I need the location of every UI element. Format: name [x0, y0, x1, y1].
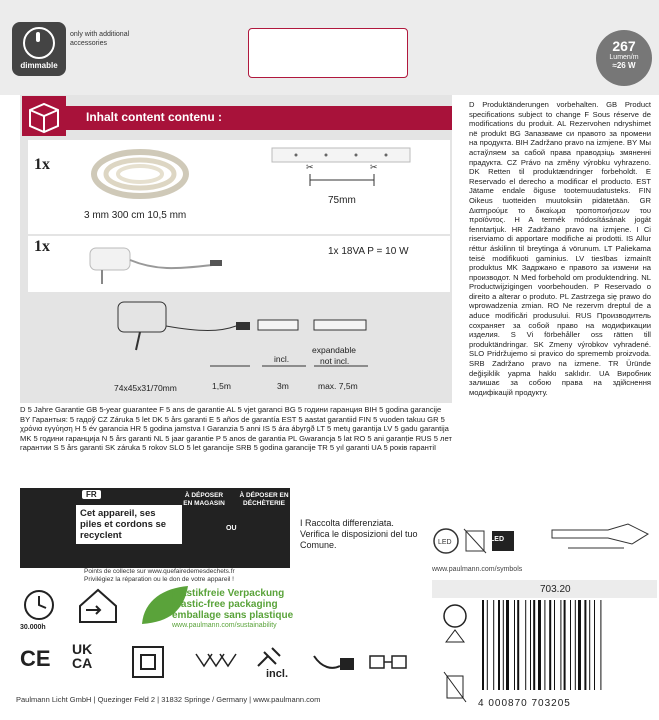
eco-url: www.paulmann.com/sustainability [172, 622, 277, 629]
clock-icon [22, 588, 56, 622]
barcode-digits: 4 000870 703205 [478, 698, 571, 709]
company-footer: Paulmann Licht GmbH | Quezinger Feld 2 | 31832 Springe / Germany | www.paulmann.com [16, 695, 321, 704]
bin-dump-label: À DÉPOSER EN DÉCHÈTERIE [239, 492, 289, 507]
led-disposal-icons [432, 526, 522, 556]
not-included-label: not incl. [320, 356, 350, 366]
driver-cable-icon [312, 648, 356, 676]
disposal-symbols [440, 602, 470, 714]
eco-line2: plastic-free packaging [172, 599, 278, 610]
label-box [248, 28, 408, 78]
strip-quantity: 1x [34, 156, 50, 173]
dimmable-note: only with additional accessories [70, 31, 130, 47]
eco-line1: plastikfreie Verpackung [172, 588, 285, 599]
italian-recycling-note: I Raccolta differenziata. Verifica le disposizioni del tuo Comune. [300, 518, 418, 550]
cable-length: 1,5m [212, 381, 231, 391]
fr-footnote-line1: Points de collecte sur www.quefairedemesdechets.fr [84, 568, 235, 575]
hours-label: 30.000h [20, 624, 46, 631]
article-number: 703.20 [540, 584, 571, 595]
lumen-value: 267 [612, 38, 636, 54]
content-title: Inhalt content contenu : [86, 110, 222, 124]
dimmable-icon [12, 22, 66, 76]
bin-store-label: À DÉPOSER EN MAGASIN [183, 492, 225, 507]
dimmable-label: dimmable [20, 61, 58, 70]
strip-connector-icon [548, 520, 654, 560]
led-label: LED [490, 536, 504, 543]
double-insulation-icon [130, 644, 166, 680]
product-change-notice: D Produktänderungen vorbehalten. GB Product specifications subject to change F Sous réserve de modifications du produit. AL Rezervohen ndryshimet në produkt BG Запазваме си правото за промени на продукта. BIH Zadržano pravo na izmjene. BY Мы астаўляем за сабой права праводзіць змяненні прадукта. CZ Právo na změny výrobku vyhrazeno. DK Retten til produktændringer forbeholdt. E Reservado el derecho a modificar el producto. EST Jätame endale õiguse tootemuudatusteks. FIN Oikeus tuotteiden muutoksiin pidätetään. GR Διατηρούμε το δικαίωμα τροποποιήσεων του προϊόντος. H A termék módosításának jogát fenntartjuk. HR Zadržano pravo na izmjene. I Ci riserviamo di apportare modifiche ai prodotti. IS Allur réttur áskilinn til breytinga á vörunum. LT Paliekama teisė modifikuoti gaminius. LV tiesības izmainīt produktus MK Задржано е правото за измени на производот. N Med forbehold om produktendring. NL Productwijzigingen voorbehouden. P Reservado o direito a alterar o produto. PL Zastrzega się prawo do wprowadzenia zmian. RO Ne rezervm dreptul de a aduce modificări produsului. RUS Производитель сохраняет за собой право на модификации изделия. S Vi förbehåller oss rätten till produktändringar. SK Zmeny výrobkov vyhradené. SLO Pridržujemo si pravico do sprememb proizvoda. SRB Zadržano pravo na izmene. TR Üründe değişiklik yapma hakkı saklıdır. UA Виробник залишає за собою права на здійснення модифікацій продукту. [469, 100, 651, 397]
max-length: max. 7,5m [318, 381, 358, 391]
svg-text:✂: ✂ [370, 162, 378, 172]
ukca-mark-icon: UK CA [72, 641, 93, 671]
lumen-badge [596, 30, 652, 86]
barcode [478, 600, 650, 692]
expandable-label: expandable [312, 345, 356, 355]
bin-or-label: OU [226, 525, 237, 532]
symbols-url: www.paulmann.com/symbols [432, 566, 523, 573]
fr-footnote-line2: Privilégiez la réparation ou le don de votre appareil ! [84, 576, 234, 583]
strip-included-label: incl. [274, 354, 290, 364]
led-strip-roll-icon [80, 144, 200, 204]
eco-line3: emballage sans plastique [172, 610, 294, 621]
furniture-mount-icon [194, 650, 238, 672]
strip-dimensions: 3 mm 300 cm 10,5 mm [84, 210, 187, 221]
svg-text:LED: LED [438, 539, 452, 546]
driver-quantity: 1x [34, 238, 50, 255]
incl-label: incl. [266, 668, 289, 680]
connector-icon [366, 650, 410, 674]
lumen-unit: Lumen/m [609, 54, 639, 61]
svg-text:✂: ✂ [306, 162, 314, 172]
fr-tag: FR [82, 490, 101, 499]
watt-equivalent: ≈26 W [612, 61, 636, 70]
driver-specs: 1x 18VA P = 10 W [328, 246, 409, 257]
connection-diagram [110, 296, 440, 392]
indoor-house-icon [76, 584, 120, 624]
package-box-icon [22, 96, 66, 136]
segment-length: 75mm [328, 195, 356, 206]
warranty-text: D 5 Jahre Garantie GB 5-year guarantee F 5 ans de garantie AL 5 vjet garanci BG 5 години гаранция BIH 5 godina garancije BY Гарантыя: 5 гадоў CZ Záruka 5 let DK 5 års garanti E 5 años de garantía EST 5 aastat garantiid FIN 5 vuoden takuu GR 5 χρόνια εγγύηση H 5 év garancia HR 5 godina jamstva I Garanzia 5 anni IS 5 ára ábyrgð LT 5 metų garantija LV 5 gadu garantija MK 5 години гаранција N 5 års garanti NL 5 jaar garantie P 5 anos de garantia PL Gwarancja 5 lat RO 5 ani garanție RUS 5 лет гарантии S 5 års garanti SK záruka 5 rokov SLO 5 let garancije SRB 5 godina garancije TR 5 yıl garanti UA 5 років гарантії [20, 405, 452, 453]
ce-mark-icon: CE [20, 646, 51, 671]
driver-size: 74x45x31/70mm [114, 383, 177, 393]
plug-icon [254, 644, 284, 670]
power-supply-icon [84, 240, 234, 290]
strip-length: 3m [277, 381, 289, 391]
fr-recycling-text: Cet appareil, ses piles et cordons se recyclent [76, 505, 182, 544]
